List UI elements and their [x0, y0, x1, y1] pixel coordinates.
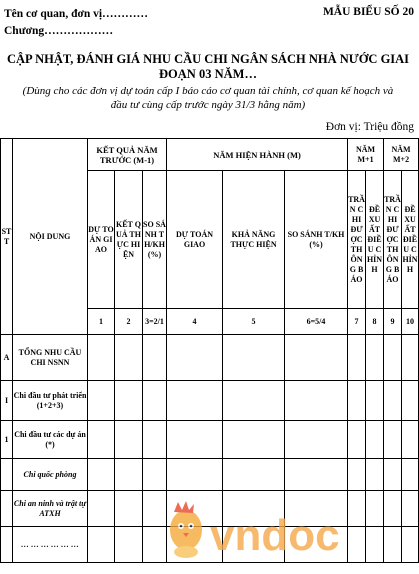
col-number: 4: [167, 309, 223, 335]
row-content: TỔNG NHU CẦU CHI NSNN: [13, 335, 88, 381]
table-row: [1, 335, 419, 381]
header-de-xuat-m2: ĐỀ XUẤT ĐIỀU CHỈNH: [402, 171, 419, 309]
page-title: [0, 52, 416, 82]
col-number: 5: [223, 309, 285, 335]
title-line-2: ĐOẠN 03 NĂM…: [159, 67, 257, 81]
row-content: Chi đầu tư phát triển (1+2+3): [13, 381, 88, 421]
header-so-sanh-curr: SO SÁNH T/KH (%): [285, 171, 348, 309]
col-number: 6=5/4: [285, 309, 348, 335]
col-number: 7: [348, 309, 366, 335]
header-year-m1: NĂM M+1: [348, 139, 384, 171]
header-tran-chi-m2: TRẦN CHI ĐƯỢC THÔNG BÁO: [384, 171, 402, 309]
header-kha-nang-thuc-hien: KHẢ NĂNG THỰC HIỆN: [223, 171, 285, 309]
vndoc-watermark-logo: [160, 498, 400, 568]
row-stt: [1, 527, 13, 563]
row-stt: [1, 459, 13, 491]
header-du-toan-giao-m: DỰ TOÁN GIAO: [167, 171, 223, 309]
unit-label: Đơn vị: Triệu đồng: [325, 121, 414, 133]
row-stt: I: [1, 381, 13, 421]
form-code: MẪU BIỂU SỐ 20: [322, 6, 414, 18]
chapter-name: Chương………………: [4, 25, 114, 37]
row-content: Chi đầu tư các dự án (*): [13, 421, 88, 459]
title-line-1: CẬP NHẬT, ĐÁNH GIÁ NHU CẦU CHI NGÂN SÁCH NHÀ NƯỚC GIAI: [6, 52, 410, 66]
header-du-toan-giao: DỰ TOÁN GIAO: [88, 171, 115, 309]
header-so-sanh-prev: SO SÁNH TH/KH (%): [143, 171, 167, 309]
row-stt: 1: [1, 421, 13, 459]
row-stt: [1, 491, 13, 527]
row-stt: A: [1, 335, 13, 381]
col-number: 1: [88, 309, 115, 335]
col-number: 2: [115, 309, 143, 335]
col-number: 3=2/1: [143, 309, 167, 335]
page-subtitle: [0, 84, 416, 112]
table-row: [1, 459, 419, 491]
table-row: [1, 381, 419, 421]
watermark-text: vndoc: [210, 511, 340, 560]
header-stt: STT: [1, 139, 13, 335]
header-content: NỘI DUNG: [13, 139, 88, 335]
org-header: [4, 6, 148, 40]
subtitle-line-1: (Dùng cho các đơn vị dự toán cấp I báo cáo cơ quan tài chính, cơ quan kế hoạch và: [22, 85, 394, 97]
subtitle-line-2: đầu tư cùng cấp trước ngày 31/3 hằng năm): [110, 99, 306, 111]
row-content: Chi an ninh và trật tự ATXH: [13, 491, 88, 527]
header-de-xuat-m1: ĐỀ XUẤT ĐIỀU CHỈNH: [366, 171, 384, 309]
col-number: 8: [366, 309, 384, 335]
table-row: [1, 421, 419, 459]
row-content: … … … … … …: [13, 527, 88, 563]
org-name: Tên cơ quan, đơn vị…………: [4, 8, 149, 20]
header-ket-qua-thuc-hien: KẾT QUẢ THỰC HIỆN: [115, 171, 143, 309]
col-number: 9: [384, 309, 402, 335]
header-year-m2: NĂM M+2: [384, 139, 419, 171]
header-tran-chi-m1: TRẦN CHI ĐƯỢC THÔNG BÁO: [348, 171, 366, 309]
col-number: 10: [402, 309, 419, 335]
row-content: Chi quốc phòng: [13, 459, 88, 491]
header-prev-year: KẾT QUẢ NĂM TRƯỚC (M-1): [88, 139, 167, 171]
header-current-year: NĂM HIỆN HÀNH (M): [167, 139, 348, 171]
